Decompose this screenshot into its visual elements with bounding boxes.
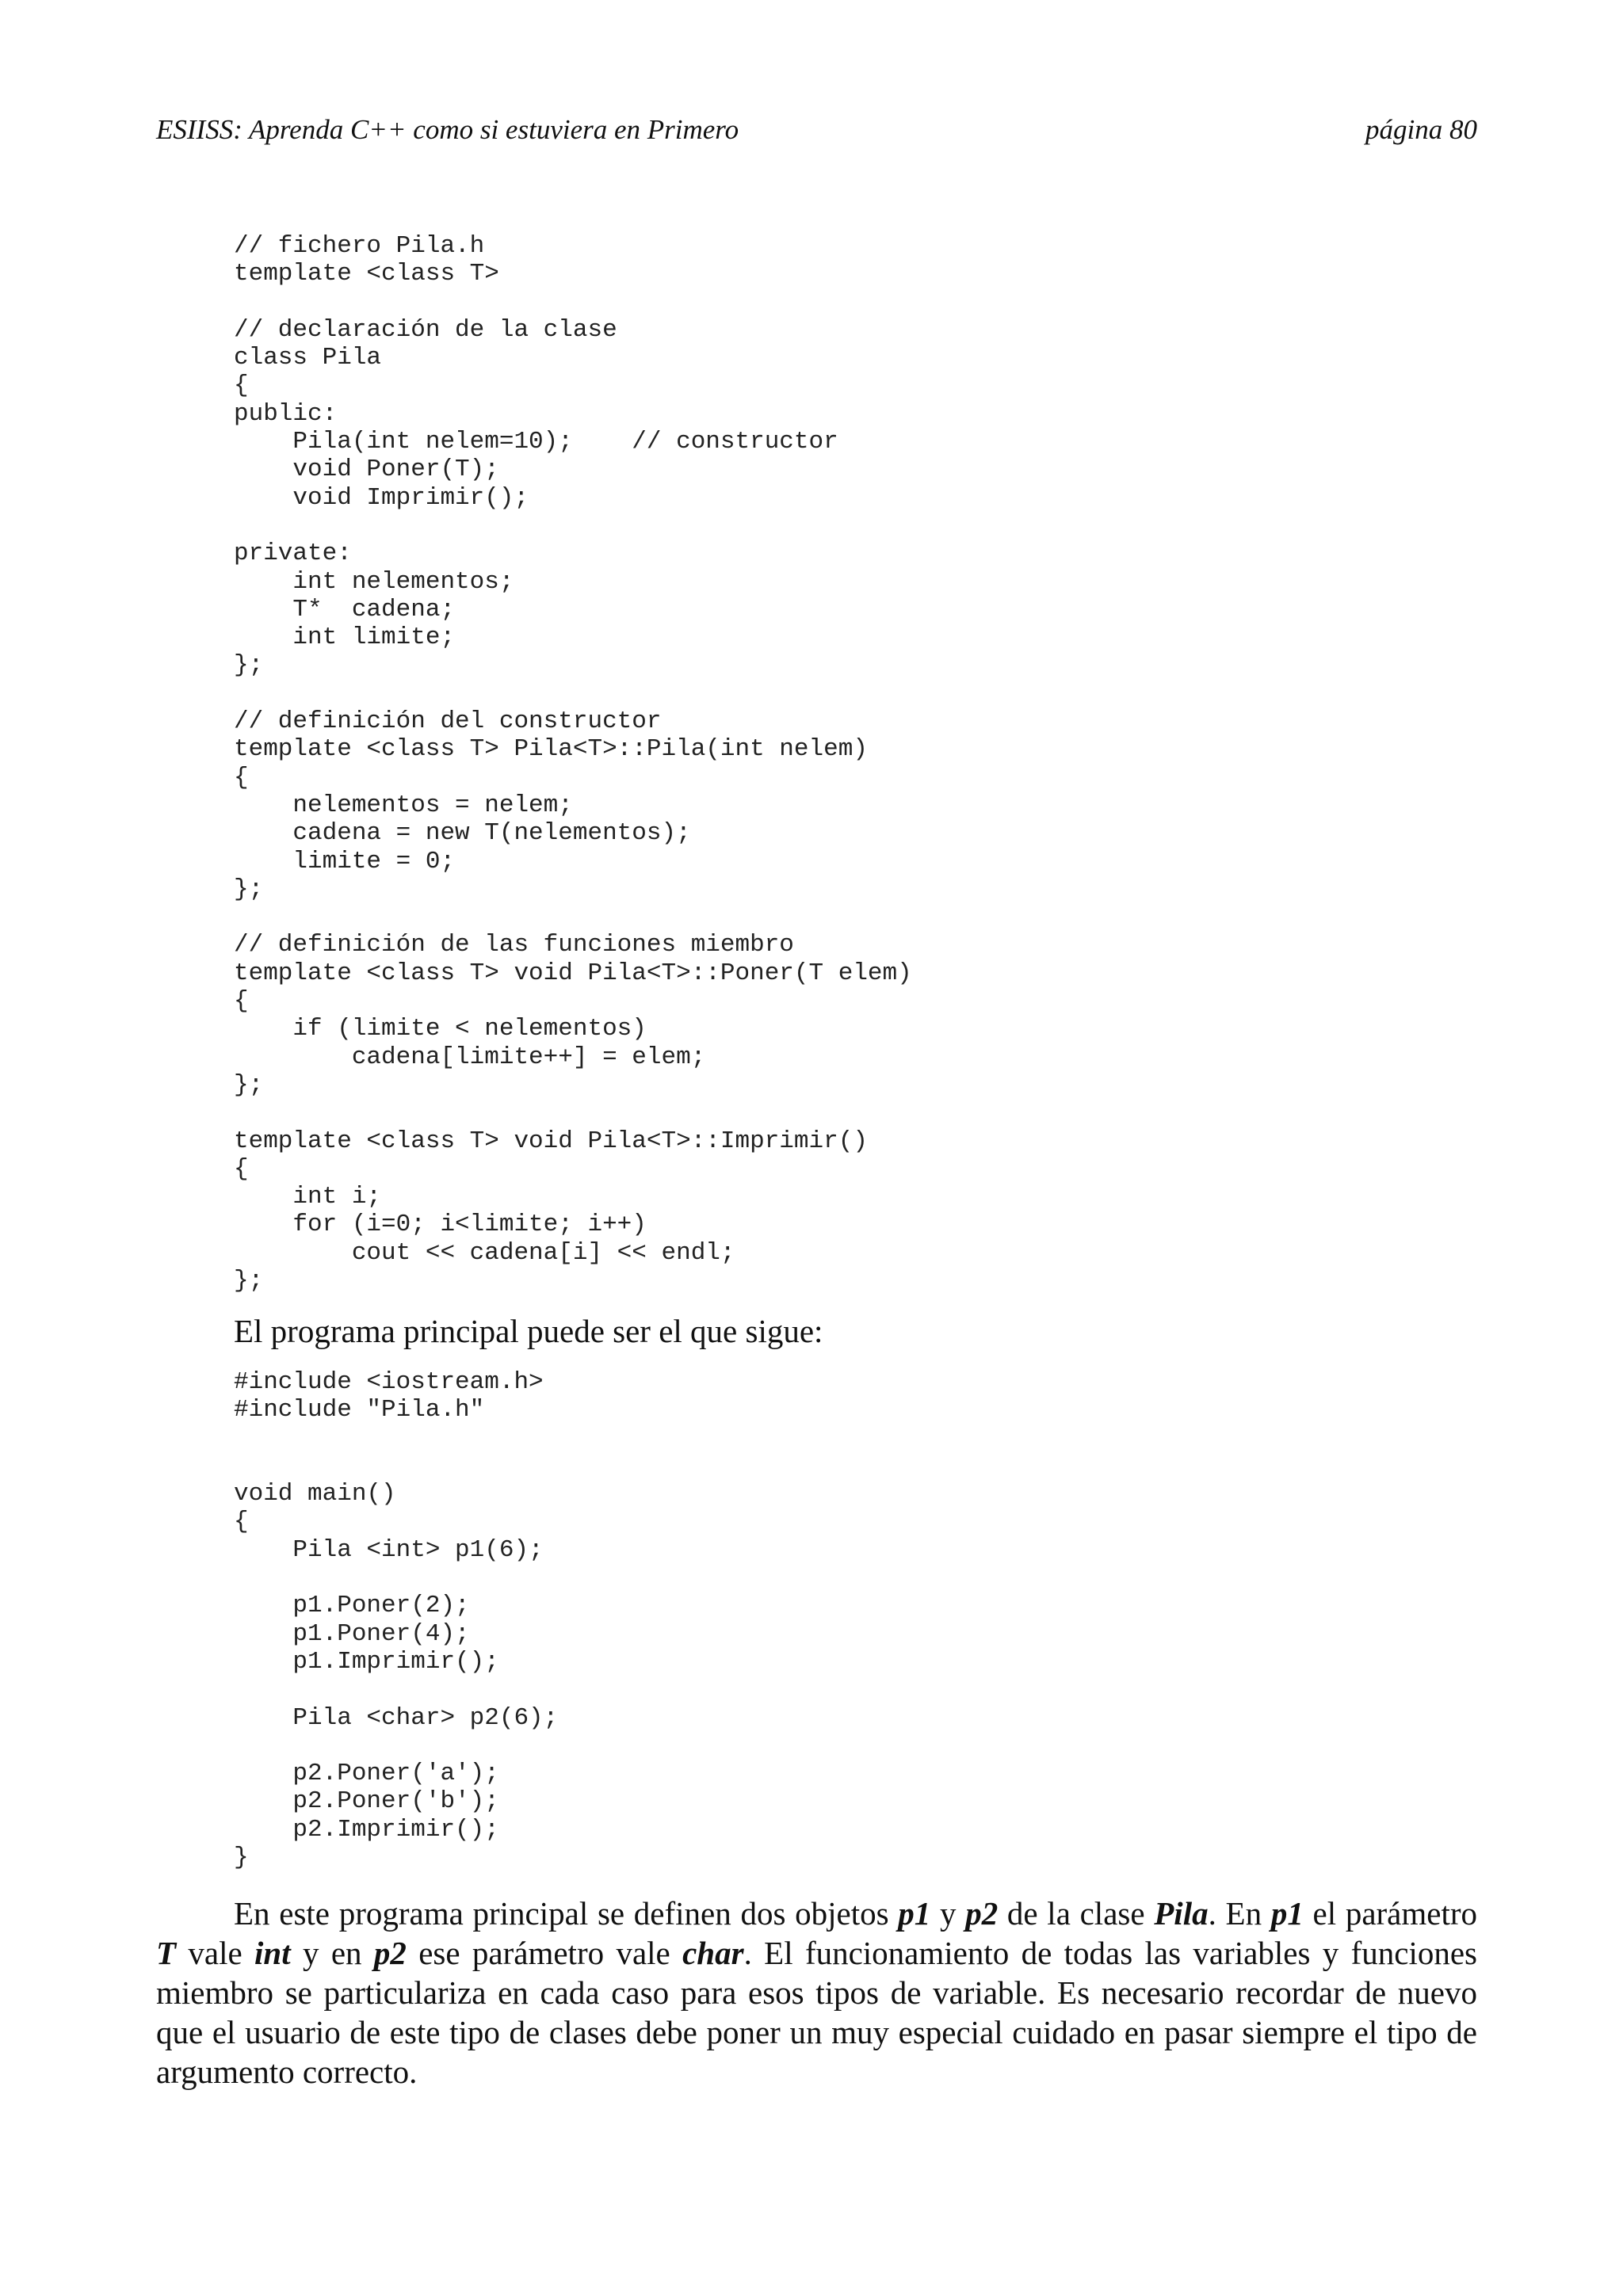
code-line: [234, 1732, 558, 1760]
code-line: p2.Poner('b');: [234, 1787, 499, 1816]
code-line: cadena[limite++] = elem;: [234, 1043, 706, 1071]
code-line: {: [234, 763, 249, 791]
paragraph-text: . En: [1208, 1895, 1271, 1932]
code-line: // definición del constructor: [234, 707, 662, 736]
code-line: [234, 1564, 558, 1592]
code-line: // fichero Pila.h: [234, 232, 485, 260]
paragraph-text: ese parámetro vale: [406, 1935, 683, 1971]
code-line: [234, 1452, 558, 1480]
code-line: for (i=0; i<limite; i++): [234, 1211, 647, 1239]
code-line: p1.Poner(2);: [234, 1592, 470, 1620]
code-line: // declaración de la clase: [234, 315, 617, 344]
code-line: #include <iostream.h>: [234, 1368, 544, 1396]
code-line: int i;: [234, 1183, 382, 1211]
code-line: cadena = new T(nelementos);: [234, 819, 691, 848]
paragraph-text: En este programa principal se definen dos objetos: [234, 1895, 899, 1932]
code-line: [234, 680, 912, 707]
code-line: };: [234, 651, 264, 680]
emphasized-term: char: [682, 1935, 744, 1971]
page-number: página 80: [1365, 114, 1477, 145]
code-line: Pila <int> p1(6);: [234, 1535, 544, 1564]
code-line: template <class T> void Pila<T>::Imprimir(): [234, 1127, 868, 1155]
code-line: cout << cadena[i] << endl;: [234, 1238, 735, 1267]
emphasized-term: p1: [898, 1895, 931, 1932]
emphasized-term: p2: [965, 1895, 999, 1932]
code-line: template <class T> void Pila<T>::Poner(T elem): [234, 959, 912, 987]
code-line: limite = 0;: [234, 847, 456, 875]
emphasized-term: int: [254, 1935, 291, 1971]
code-line: nelementos = nelem;: [234, 791, 573, 819]
code-line: // definición de las funciones miembro: [234, 931, 794, 959]
paragraph-text: el parámetro: [1303, 1895, 1478, 1932]
code-line: public:: [234, 399, 338, 428]
paragraph-text: . El funcionamiento de todas las variables y funciones miembro se particulariza en cada caso para esos tipos de variable. Es necesario recordar de nuevo que el usuario de este tipo de clases debe poner un muy especial cuidado en pasar siempre el tipo de argumento correcto.: [156, 1935, 1477, 2090]
code-line: };: [234, 1070, 264, 1099]
paragraph-text: vale: [176, 1935, 255, 1971]
code-line: #include "Pila.h": [234, 1396, 485, 1425]
emphasized-term: Pila: [1154, 1895, 1209, 1932]
code-line: T* cadena;: [234, 595, 456, 624]
code-line: void main(): [234, 1480, 396, 1508]
emphasized-term: p1: [1270, 1895, 1304, 1932]
code-line: int limite;: [234, 624, 456, 652]
code-line: if (limite < nelementos): [234, 1015, 647, 1043]
paragraph-text: y en: [290, 1935, 374, 1971]
code-line: {: [234, 987, 249, 1016]
code-line: [234, 1676, 558, 1703]
code-line: template <class T>: [234, 260, 499, 288]
code-line: p2.Imprimir();: [234, 1815, 499, 1844]
running-header-title: ESIISS: Aprenda C++ como si estuviera en Primero: [156, 114, 739, 145]
code-block-main: [234, 1368, 558, 1871]
code-line: class Pila: [234, 344, 382, 372]
code-line: };: [234, 1266, 264, 1295]
code-line: {: [234, 1508, 249, 1536]
code-line: };: [234, 875, 264, 903]
code-line: {: [234, 372, 249, 400]
code-line: [234, 288, 912, 316]
code-line: template <class T> Pila<T>::Pila(int nelem): [234, 735, 868, 764]
code-block-pila-h: [234, 232, 912, 1295]
code-line: p2.Poner('a');: [234, 1760, 499, 1788]
code-line: [234, 1099, 912, 1127]
code-line: int nelementos;: [234, 567, 514, 596]
emphasized-term: p2: [373, 1935, 407, 1971]
code-line: Pila <char> p2(6);: [234, 1703, 559, 1732]
code-line: }: [234, 1844, 249, 1872]
code-line: void Poner(T);: [234, 456, 499, 484]
code-line: p1.Poner(4);: [234, 1619, 470, 1648]
code-line: [234, 903, 912, 931]
code-line: [234, 1425, 558, 1452]
explanation-paragraph: [156, 1894, 1477, 2092]
code-line: [234, 512, 912, 540]
paragraph-text: y: [930, 1895, 966, 1932]
paragraph-text: de la clase: [998, 1895, 1155, 1932]
code-line: p1.Imprimir();: [234, 1647, 499, 1676]
code-line: private:: [234, 540, 352, 568]
intro-text: El programa principal puede ser el que sigue:: [234, 1313, 823, 1349]
code-line: {: [234, 1154, 249, 1183]
code-line: Pila(int nelem=10); // constructor: [234, 428, 838, 456]
code-line: void Imprimir();: [234, 483, 529, 512]
emphasized-term: T: [156, 1935, 177, 1971]
